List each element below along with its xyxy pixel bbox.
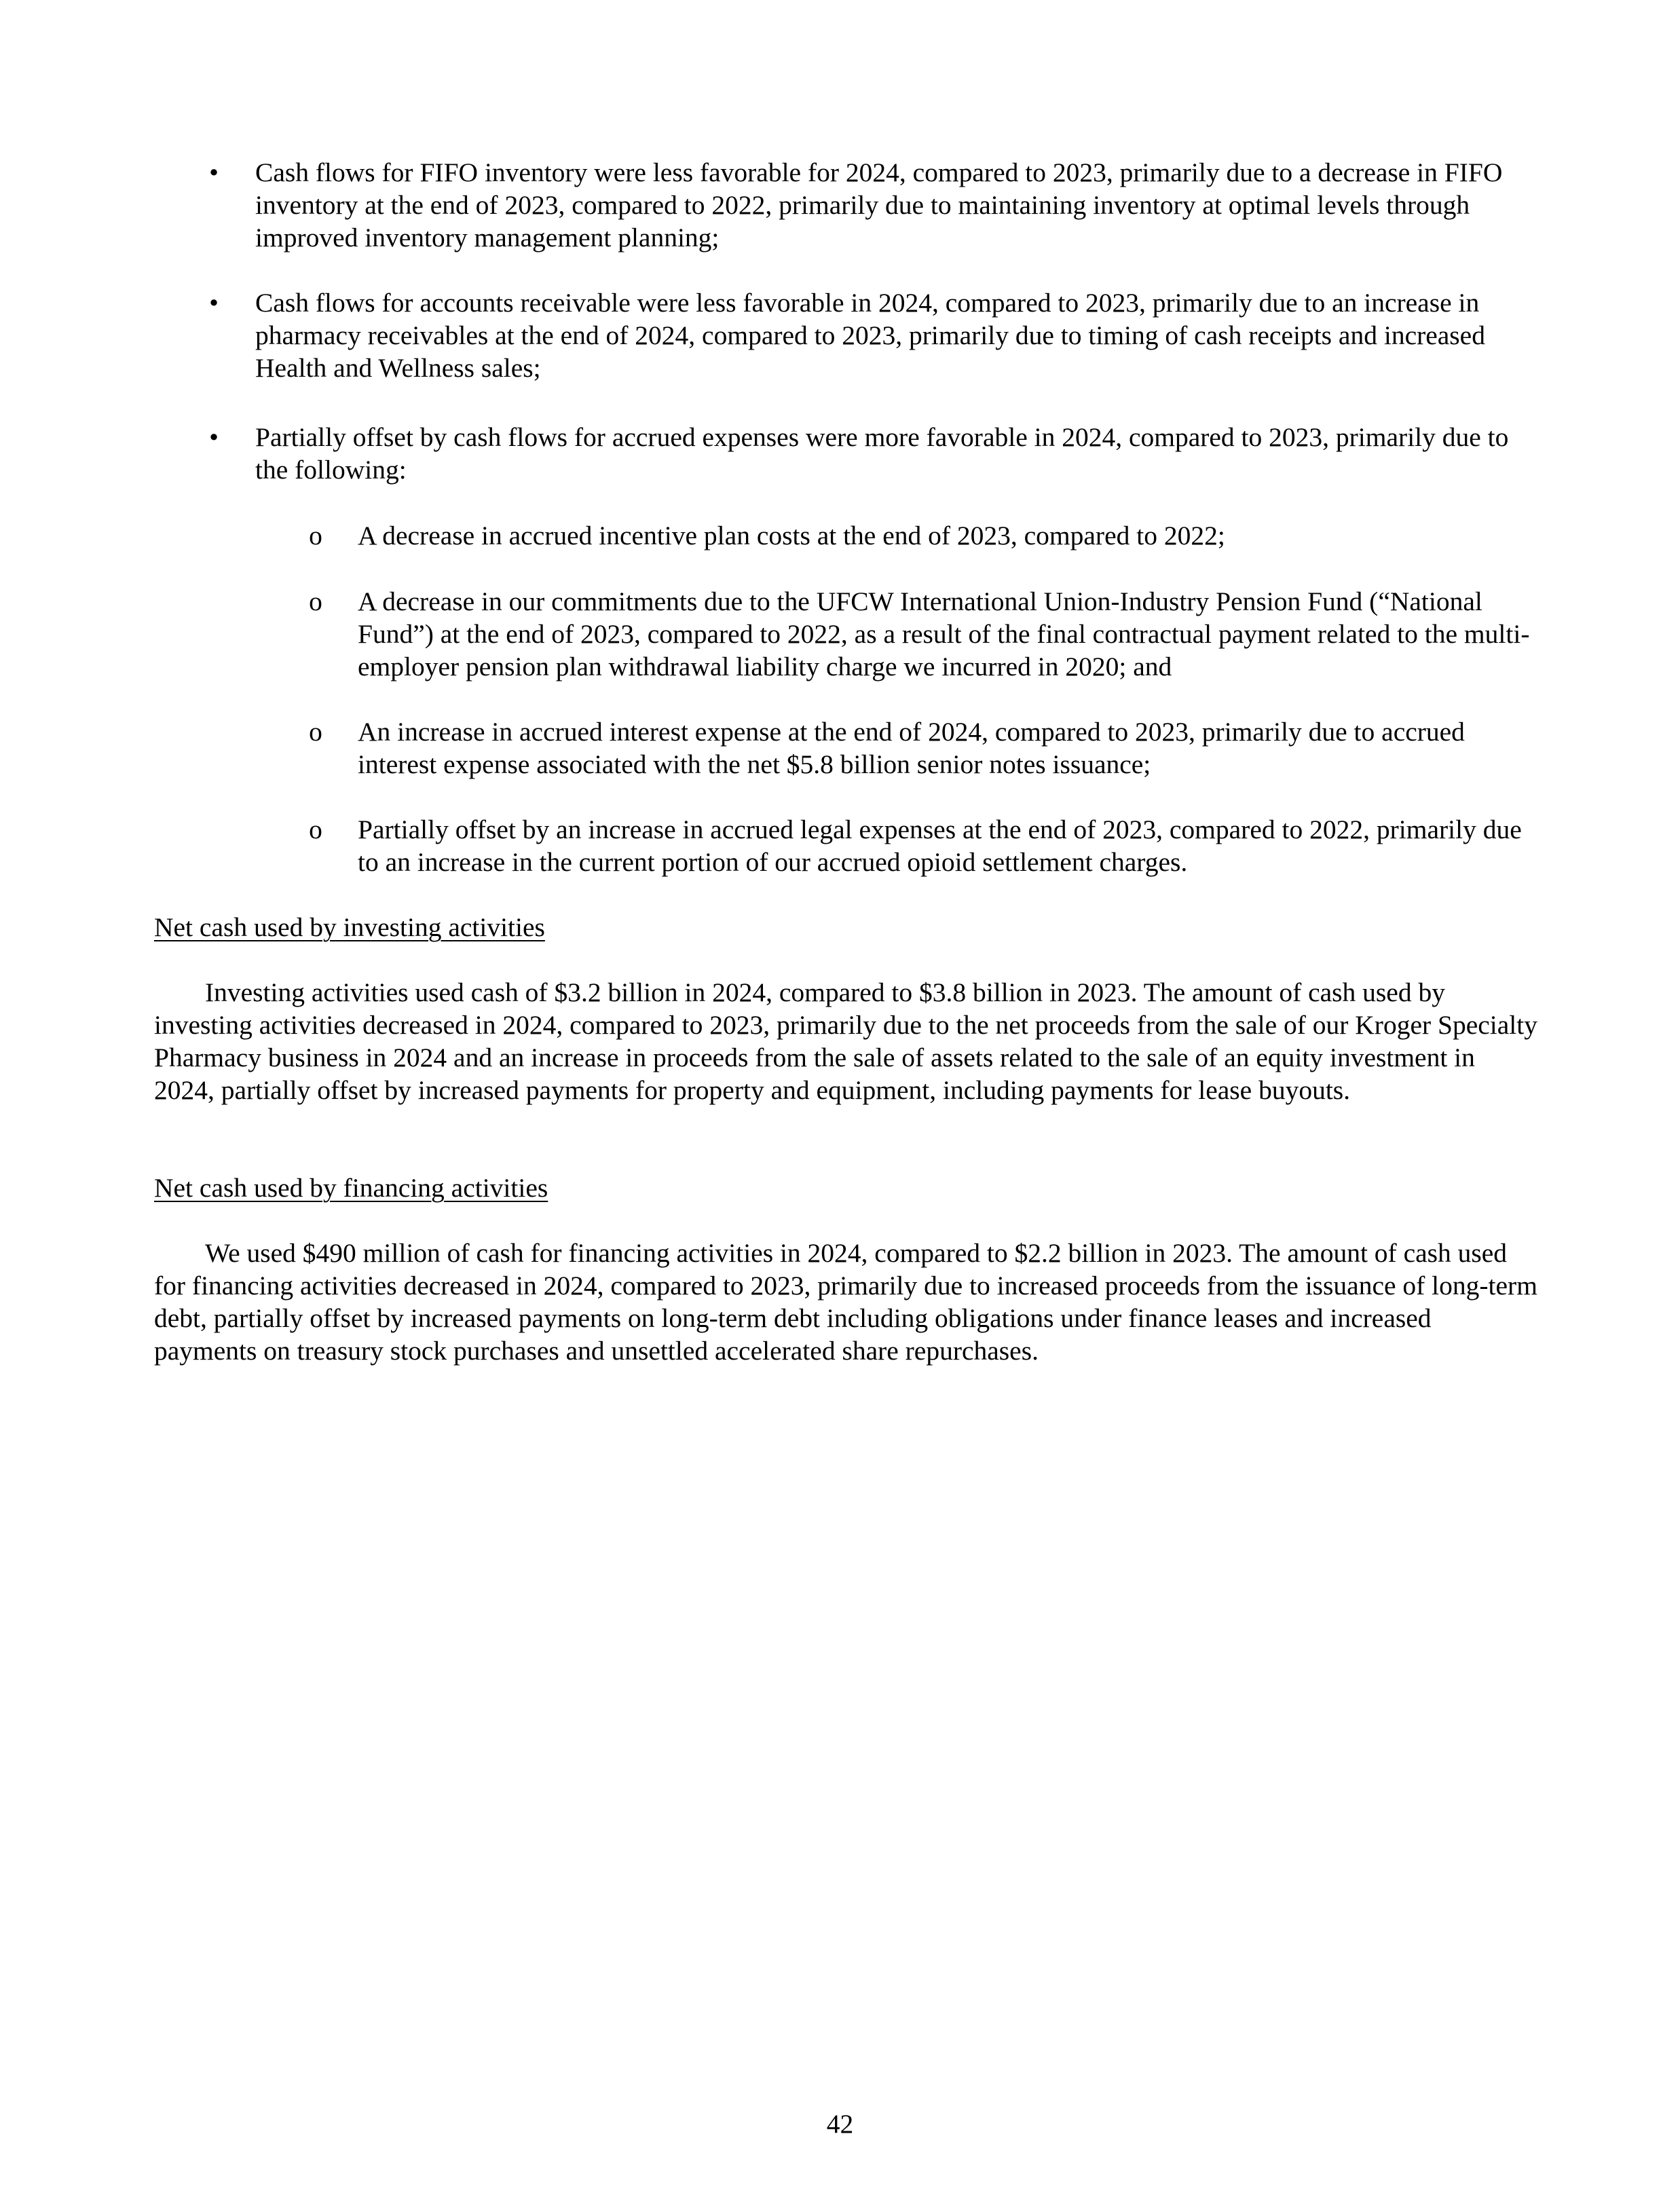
financing-heading: Net cash used by financing activities xyxy=(154,1173,548,1203)
bullet-accounts-receivable xyxy=(209,286,1531,384)
bullet-dot-icon: • xyxy=(209,288,219,318)
sub-bullet-legal-expenses xyxy=(309,813,1539,878)
sub-bullet-national-fund xyxy=(309,585,1539,683)
bullet-fifo-inventory xyxy=(209,156,1531,254)
sub-bullet-circle-icon: o xyxy=(309,717,322,747)
sub-bullet-text: Partially offset by an increase in accrued legal expenses at the end of 2023, compared to 2022, primarily due to an increase in the current portion of our accrued opioid settlement charges. xyxy=(358,815,1522,877)
sub-bullet-circle-icon: o xyxy=(309,815,322,844)
investing-paragraph: Investing activities used cash of $3.2 billion in 2024, compared to $3.8 billion in 2023. The amount of cash used by investing activities decreased in 2024, compared to 2023, primarily due to the net proceeds from the sale of our Kroger Specialty Pharmacy business in 2024 and an increase in proceeds from the sale of assets related to the sale of an equity investment in 2024, partially offset by increased payments for property and equipment, including payments for lease buyouts. xyxy=(154,977,1538,1105)
bullet-accrued-expenses xyxy=(209,421,1531,486)
investing-heading: Net cash used by investing activities xyxy=(154,912,545,942)
sub-bullet-circle-icon: o xyxy=(309,521,322,550)
sub-bullet-incentive-plan xyxy=(309,519,1539,552)
sub-bullet-text: A decrease in accrued incentive plan costs at the end of 2023, compared to 2022; xyxy=(358,521,1225,550)
page-number: 42 xyxy=(826,2109,854,2139)
financing-paragraph: We used $490 million of cash for financing activities in 2024, compared to $2.2 billion in 2023. The amount of cash used for financing activities decreased in 2024, compared to 2023, primarily due to increased proceeds from the issuance of long-term debt, partially offset by increased payments on long-term debt including obligations under finance leases and increased payments on treasury stock purchases and unsettled accelerated share repurchases. xyxy=(154,1238,1537,1366)
bullet-text: Cash flows for accounts receivable were less favorable in 2024, compared to 2023, primarily due to an increase in pharmacy receivables at the end of 2024, compared to 2023, primarily due to timing of cash receipts and increased Health and Wellness sales; xyxy=(255,288,1485,383)
bullet-dot-icon: • xyxy=(209,157,219,187)
sub-bullet-circle-icon: o xyxy=(309,586,322,616)
bullet-dot-icon: • xyxy=(209,422,219,452)
bullet-text: Partially offset by cash flows for accrued expenses were more favorable in 2024, compared to 2023, primarily due to the following: xyxy=(255,422,1509,485)
sub-bullet-accrued-interest xyxy=(309,715,1539,781)
sub-bullet-text: A decrease in our commitments due to the UFCW International Union-Industry Pension Fund (“National Fund”) at the end of 2023, compared to 2022, as a result of the final contractual payment related to the multi-employer pension plan withdrawal liability charge we incurred in 2020; and xyxy=(358,586,1530,681)
bullet-text: Cash flows for FIFO inventory were less favorable for 2024, compared to 2023, primarily due to a decrease in FIFO inventory at the end of 2023, compared to 2022, primarily due to maintaining inventory at optimal levels through improved inventory management planning; xyxy=(255,157,1503,252)
sub-bullet-text: An increase in accrued interest expense at the end of 2024, compared to 2023, primarily due to accrued interest expense associated with the net $5.8 billion senior notes issuance; xyxy=(358,717,1465,779)
